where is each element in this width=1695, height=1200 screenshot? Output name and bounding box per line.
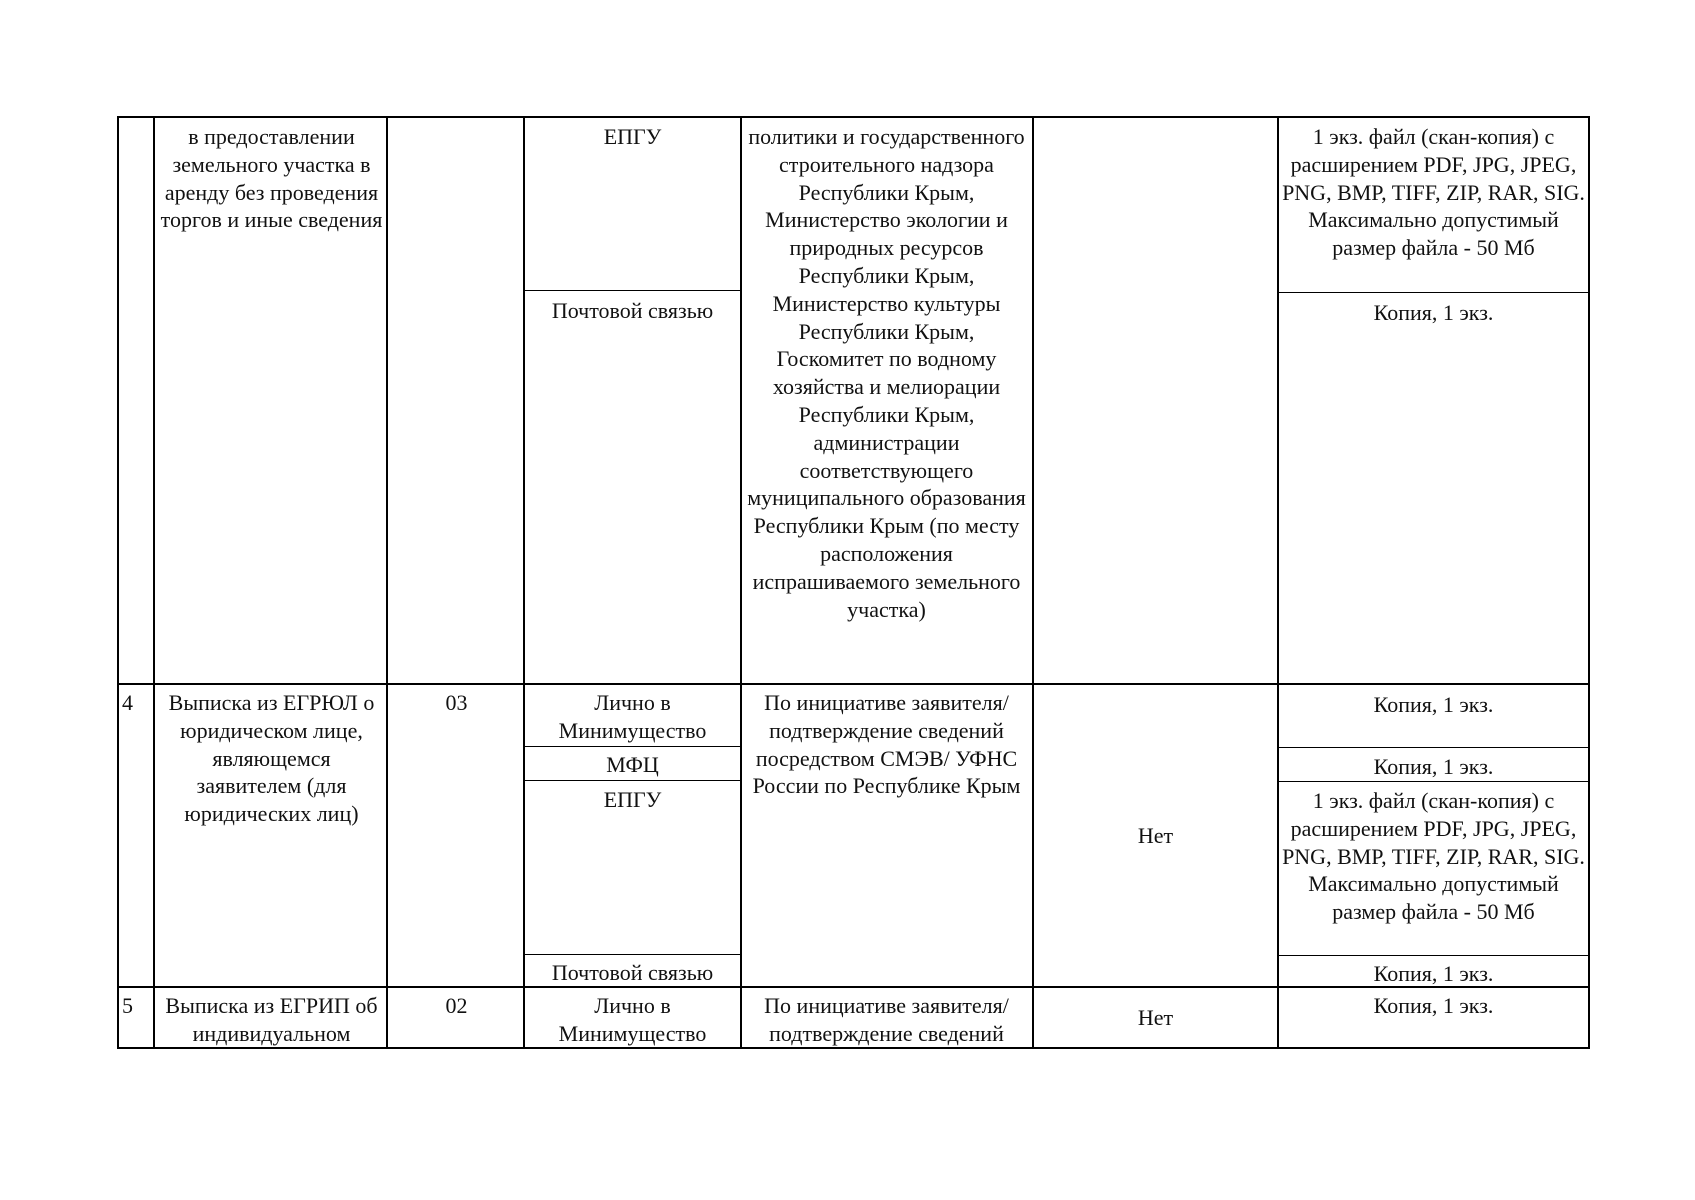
row4-method-personal: Лично в Минимущество — [558, 690, 707, 743]
col-border — [1588, 116, 1590, 1049]
col-border — [523, 116, 525, 1049]
subrow-line — [523, 290, 742, 291]
row4-method-mfc: МФЦ — [606, 752, 659, 777]
subrow-line — [523, 746, 742, 747]
row4-doc-name: Выписка из ЕГРЮЛ о юридическом лице, являющемся заявителем (для юридических лиц) — [168, 690, 375, 827]
col-border — [153, 116, 155, 1049]
row4-form-epgu: 1 экз. файл (скан-копия) с расширением PDF, JPG, JPEG, PNG, BMP, TIFF, ZIP, RAR, SIG. Максимально допустимый размер файла - 50 Мб — [1282, 788, 1585, 925]
col-border — [386, 116, 388, 1049]
cont-doc-name: в предоставлении земельного участка в аренду без проведения торгов и иные сведения — [160, 124, 383, 233]
row5-number: 5 — [122, 993, 133, 1018]
row-separator — [117, 683, 1590, 685]
subrow-line — [1277, 955, 1590, 956]
row4-form-personal: Копия, 1 экз. — [1373, 692, 1494, 717]
row4-number: 4 — [122, 690, 133, 715]
row4-required: Нет — [1137, 823, 1174, 849]
row5-doc-name: Выписка из ЕГРИП об индивидуальном — [165, 993, 378, 1046]
row5-source: По инициативе заявителя/ подтверждение сведений — [764, 993, 1009, 1046]
cont-form-epgu: 1 экз. файл (скан-копия) с расширением PDF, JPG, JPEG, PNG, BMP, TIFF, ZIP, RAR, SIG. Максимально допустимый размер файла - 50 Мб — [1282, 124, 1585, 261]
row4-form-mfc: Копия, 1 экз. — [1373, 754, 1494, 779]
subrow-line — [1277, 292, 1590, 293]
row4-source: По инициативе заявителя/ подтверждение сведений посредством СМЭВ/ УФНС России по Республике Крым — [752, 690, 1021, 799]
row4-form-post: Копия, 1 экз. — [1373, 961, 1494, 986]
subrow-line — [1277, 781, 1590, 782]
table-border-top — [117, 116, 1590, 118]
cont-form-post: Копия, 1 экз. — [1373, 300, 1494, 325]
col-border — [117, 116, 119, 1049]
subrow-line — [523, 954, 742, 955]
table-border-bottom — [117, 1047, 1590, 1049]
row-separator — [117, 986, 1590, 988]
row4-method-post: Почтовой связью — [551, 960, 714, 985]
cont-source: политики и государственного строительного надзора Республики Крым, Министерство экологии и природных ресурсов Республики Крым, Министерство культуры Республики Крым, Госкомитет по водному хозяйства и мелиорации Республики Крым, администрации соответствующего муниципального образования Республики Крым (по месту расположения испрашиваемого земельного участка) — [747, 124, 1026, 622]
col-border — [740, 116, 742, 1049]
col-border — [1277, 116, 1279, 1049]
row5-required: Нет — [1137, 1005, 1174, 1031]
subrow-line — [1277, 747, 1590, 748]
cont-method-post: Почтовой связью — [551, 298, 714, 323]
col-border — [1032, 116, 1034, 1049]
cont-method-epgu: ЕПГУ — [603, 124, 662, 149]
row5-method-personal: Лично в Минимущество — [558, 993, 707, 1046]
row4-method-epgu: ЕПГУ — [603, 787, 662, 812]
row5-form-personal: Копия, 1 экз. — [1373, 993, 1494, 1018]
row4-code: 03 — [445, 690, 468, 715]
subrow-line — [523, 780, 742, 781]
row5-code: 02 — [445, 993, 468, 1018]
